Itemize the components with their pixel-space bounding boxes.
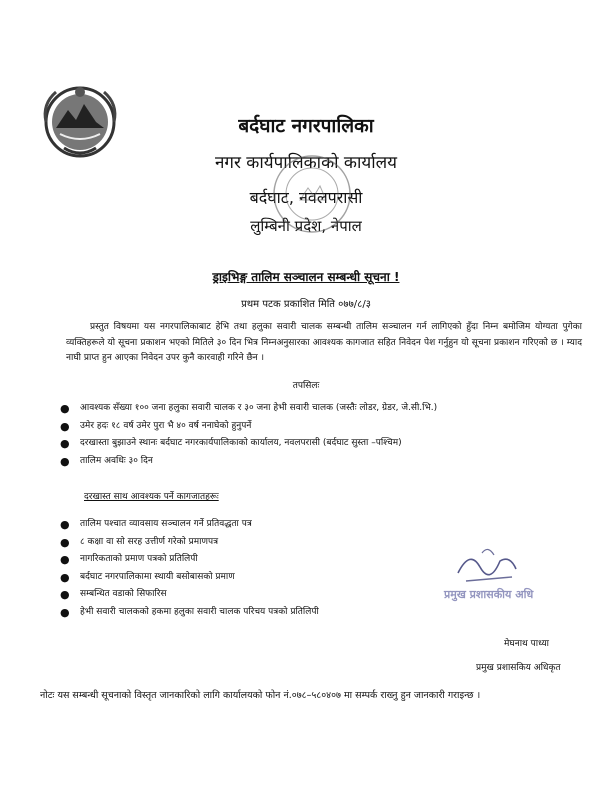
bullet-icon: ● [60,553,70,566]
office-seal-stamp [270,152,354,236]
bullet-icon: ● [60,454,70,468]
municipality-name: बर्दघाट नगरपालिका [238,115,374,137]
bullet-icon: ● [60,518,70,531]
details-heading: तपसिलः [292,381,320,391]
bullet-icon: ● [60,535,70,549]
list-item: ● बर्दघाट नगरपालिकामा स्थायी बसोबासको प्रमाण [58,569,418,587]
province-name: लुम्बिनी प्रदेश, नेपाल [250,217,362,235]
signatory-name: मेघनाथ पाध्या [504,639,550,649]
list-item: ● आवश्यक सँख्या १०० जना हलुका सवारी चालक र ३० जना हेभी सवारी चालक (जस्तैः लोडर, ग्रेडर, जे.सी.भि.) [58,400,578,418]
documents-list [58,516,418,621]
list-item: ● सम्बन्धित वडाको सिफारिस [58,586,418,604]
list-item: ● दरखास्ता बुझाउने स्थानः बर्दघाट नगरकार्यपालिकाको कार्यालय, नवलपरासी (बर्दघाट सुस्ता –पश्चिम) [58,435,578,453]
notice-body: प्रस्तुत विषयमा यस नगरपालिकाबाट हेभि तथा हलुका सवारी चालक सम्बन्धी तालिम सञ्चालन गर्न लागिएको हुँदा निम्न बमोजिम योग्यता पुगेका व्यक्तिहरूले यो सूचना प्रकाशन भएको मितिले ३० दिन भित्र निम्नअनुसारका आवश्यक कागजात सहित निवेदन पेश गर्नुहुन यो सूचना प्रकाशन गरिएको छ । म्याद नाघी प्राप्त हुन आएका निवेदन उपर कुनै कारवाही गरिने छैन । [66,322,582,363]
signatory-title: प्रमुख प्रशासकिय अधिकृत [476,663,561,673]
bullet-icon: ● [60,437,70,450]
bullet-icon: ● [60,419,70,433]
bullet-icon: ● [60,570,70,584]
bullet-icon: ● [60,402,70,415]
signature-stamp: प्रमुख प्रशासकीय अधि [444,588,534,601]
office-location: बर्दघाट, नवलपरासी [249,188,363,207]
bullet-icon: ● [60,605,70,619]
footer-note: नोटः यस सम्बन्धी सूचनाको विस्तृत जानकारिको लागि कार्यालयको फोन नं.०७८–५८०४०७ मा सम्पर्क राख्नु हुन जानकारी गराइन्छ । [40,690,481,701]
office-name: नगर कार्यपालिकाको कार्यालय [214,153,398,173]
notice-title: ड्राइभिङ्ग तालिम सञ्चालन सम्बन्धी सूचना ! [212,270,400,284]
publication-date: प्रथम पटक प्रकाशित मिति ०७७/८/३ [241,299,371,310]
list-item: ● उमेर हदः १८ वर्ष उमेर पुरा भै ४० वर्ष ननाघेको हुनुपर्ने [58,418,578,436]
list-item: ● ८ कक्षा वा सो सरह उत्तीर्ण गरेको प्रमाणपत्र [58,534,418,552]
handwritten-signature [452,543,522,589]
list-item: ● हेभी सवारी चालकको हकमा हलुका सवारी चालक परिचय पत्रको प्रतिलिपी [58,604,418,622]
list-item: ● तालिम पश्चात व्यावसाय सञ्चालन गर्ने प्रतिवद्धता पत्र [58,516,418,534]
details-list [58,400,578,470]
list-item: ● तालिम अवधिः ३० दिन [58,453,578,471]
documents-heading: दरखास्त साथ आवश्यक पर्ने कागजातहरूः [84,492,219,502]
list-item: ● नागरिकताको प्रमाण पत्रको प्रतिलिपी [58,551,418,569]
bullet-icon: ● [60,588,70,601]
